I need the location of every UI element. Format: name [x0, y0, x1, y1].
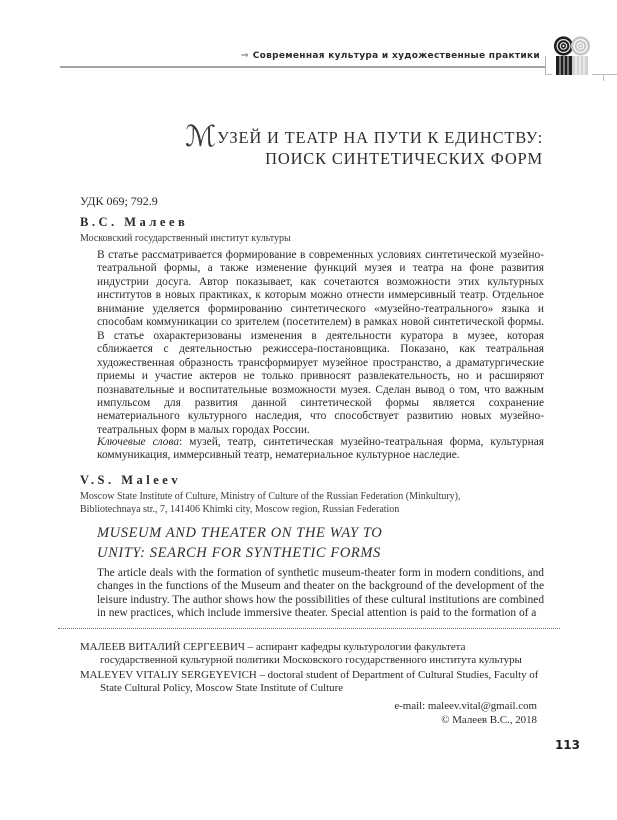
article-title-ru: [73, 119, 543, 169]
title-en-line2: UNITY: SEARCH FOR SYNTHETIC FORMS: [97, 544, 381, 561]
icon-bracket-tick: [603, 74, 604, 81]
affiliation-en-line1: Moscow State Institute of Culture, Ministry of Culture of the Russian Federation (Minkultury),: [80, 491, 461, 502]
abstract-ru: В статье рассматривается формирование в современных условиях синтетической музейно-театральной формы, а также изменение функций музея и театра на фоне развития индустрии досуга. Автор показывает, как сочетаются возможности этих культурных институтов в новых практиках, к которым можно отнести иммерсивный театр. Отдельное внимание уделяется формированию синтетического «музейно-театрального» языка и способам коммуникации со зрителем (посетителем) в рамках новой синтетической формы. В статье охарактеризованы изменения в деятельности куратора в музее, которая сближается с деятельностью режиссера-постановщика. Показано, как театральная художественная образность трансформирует музейное пространство, а драматургические приемы и участие актеров не только привносят развлекательность, но и расширяют познавательные и воспитательные возможности музея. Сделан вывод о том, что важным импульсом для развития данной синтетической формы является сохранение нематериального культурного наследия, что способствует развитию новых музейно-театральных форм в малых городах России.: [97, 249, 544, 436]
copyright-notice: © Малеев В.С., 2018: [441, 714, 537, 726]
author-name-ru: В.С. Малеев: [80, 215, 189, 229]
author-bio-ru: МАЛЕЕВ ВИТАЛИЙ СЕРГЕЕВИЧ – аспирант кафедры культурологии факультета государственной культурной политики Московского государственного института культуры: [80, 641, 522, 667]
header-rule: [60, 66, 545, 68]
arrow-icon: ⇒: [240, 51, 249, 61]
article-title-en: [97, 524, 544, 563]
icon-bracket-vertical: [545, 56, 546, 75]
keywords-ru: [97, 436, 544, 463]
author-affiliation-ru: Московский государственный институт культуры: [80, 233, 291, 244]
section-header-label: Современная культура и художественные практики: [252, 51, 540, 61]
footnote-separator: [58, 628, 560, 629]
keywords-label: Ключевые слова: [97, 436, 180, 448]
section-header: [241, 51, 540, 61]
page-number: 113: [554, 738, 580, 752]
author-email: e-mail: maleev.vital@gmail.com: [394, 700, 537, 712]
author-affiliation-en: [80, 491, 461, 516]
author-name-en: V.S. Maleev: [80, 473, 182, 487]
keywords-text: : музей, театр, синтетическая музейно-театральная форма, культурная коммуникация, иммерсивный театр, нематериальное культурное наследие.: [97, 436, 544, 462]
author-bio-en: MALEYEV VITALIY SERGEYEVICH – doctoral student of Department of Cultural Studies, Faculty of State Cultural Policy, Moscow State Institute of Culture: [80, 669, 539, 695]
title-en-line1: MUSEUM AND THEATER ON THE WAY TO: [97, 525, 383, 541]
title-ru-line1: УЗЕЙ И ТЕАТР НА ПУТИ К ЕДИНСТВУ:: [217, 128, 543, 147]
title-ru-line2: ПОИСК СИНТЕТИЧЕСКИХ ФОРМ: [265, 149, 543, 168]
ionic-column-icon: [552, 35, 592, 76]
udc-code: УДК 069; 792.9: [80, 194, 158, 208]
affiliation-en-line2: Bibliotechnaya str., 7, 141406 Khimki city, Moscow region, Russian Federation: [80, 503, 400, 515]
abstract-en: The article deals with the formation of synthetic museum-theater form in modern conditions, and changes in the functions of the Museum and theater on the background of the development of the leisure industry. The author shows how the possibilities of these cultural institutions are combined in new practices, which include immersive theater. Special attention is paid to the formation of a: [97, 567, 545, 620]
decorative-initial: ℳ: [185, 119, 217, 153]
